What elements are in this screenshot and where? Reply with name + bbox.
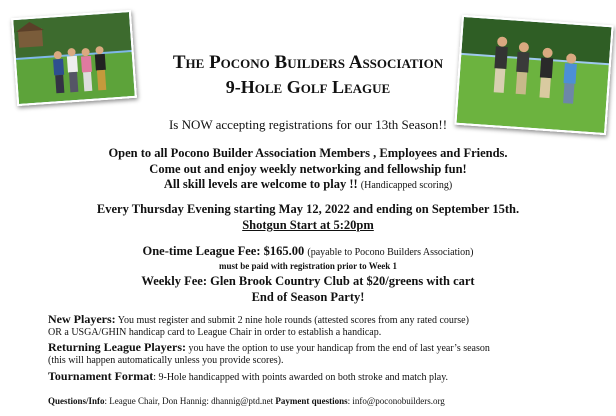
schedule-line-1: Every Thursday Evening starting May 12, 2022 and ending on September 15th.	[96, 202, 520, 216]
tournament-format-line	[48, 369, 448, 384]
returning-players-label: Returning League Players:	[48, 340, 186, 354]
payment-questions-text: : info@poconobuilders.org	[347, 396, 445, 406]
schedule-shotgun-start: Shotgun Start at 5:20pm	[242, 218, 374, 232]
league-fee-due: must be paid with registration prior to Week 1	[218, 261, 397, 271]
new-players-line-1	[48, 312, 469, 327]
returning-players-text-2: (this will happen automatically unless you provide scores).	[48, 355, 284, 366]
title-line-2: 9-Hole Golf League	[225, 77, 391, 97]
new-players-text-2: OR a USGA/GHIN handicap card to League Chair in order to establish a handicap.	[48, 327, 382, 338]
tournament-format-label: Tournament Format	[48, 369, 154, 383]
open-line-1: Open to all Pocono Builder Association Members , Employees and Friends.	[108, 146, 508, 160]
open-line-3-note: (Handicapped scoring)	[360, 180, 453, 191]
questions-text: : League Chair, Don Hannig: dhannig@ptd.net	[104, 396, 274, 406]
open-line-3	[0, 177, 616, 192]
new-players-label: New Players:	[48, 312, 116, 326]
end-of-season-party: End of Season Party!	[251, 290, 365, 304]
title-line-1: The Pocono Builders Association	[172, 52, 444, 73]
returning-players-line-1	[48, 340, 490, 355]
open-line-3-main: All skill levels are welcome to play !!	[163, 177, 358, 191]
weekly-fee: Weekly Fee: Glen Brook Country Club at $20/greens with cart	[141, 274, 475, 288]
open-line-2: Come out and enjoy weekly networking and fellowship fun!	[149, 162, 467, 176]
new-players-text-1: You must register and submit 2 nine hole rounds (attested scores from any rated course)	[117, 315, 469, 326]
returning-players-text-1: you have the option to use your handicap from the end of last year’s season	[188, 343, 490, 354]
payment-questions-label: Payment questions	[275, 396, 348, 406]
footer-contacts	[48, 396, 445, 406]
intro-text: Is NOW accepting registrations for our 13th Season!!	[168, 117, 448, 132]
questions-label: Questions/Info	[48, 396, 105, 406]
league-fee-note: (payable to Pocono Builders Association)	[307, 247, 474, 258]
league-fee-line	[0, 244, 616, 259]
tournament-format-text: : 9-Hole handicapped with points awarded on both stroke and match play.	[153, 372, 449, 383]
league-fee-label: One-time League Fee: $165.00	[142, 244, 305, 258]
